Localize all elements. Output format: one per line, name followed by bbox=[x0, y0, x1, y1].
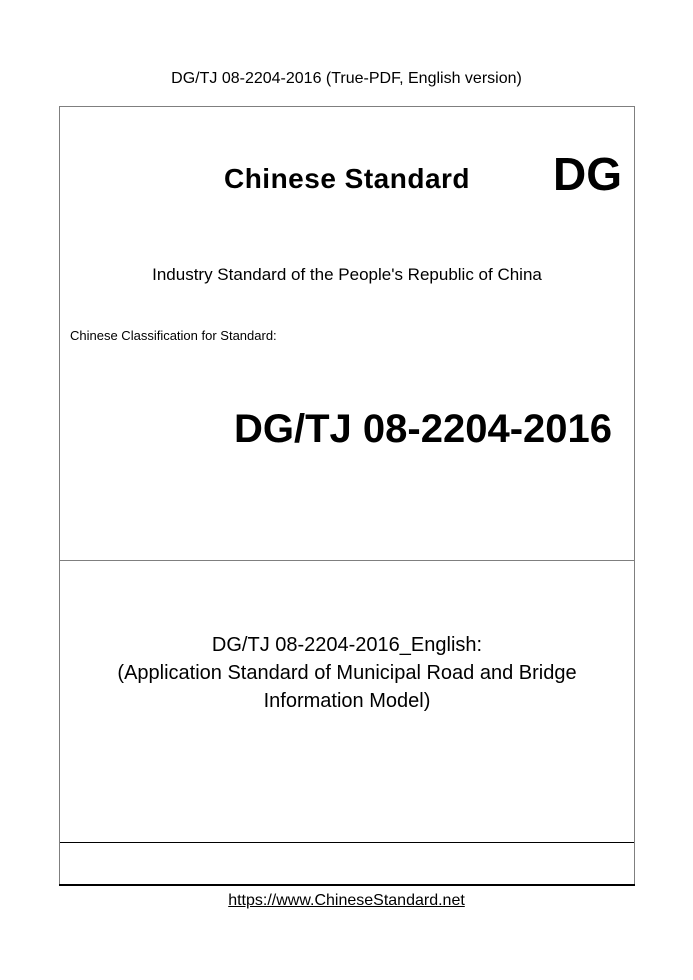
page-header: DG/TJ 08-2204-2016 (True-PDF, English version) bbox=[171, 70, 522, 87]
standard-mark: DG bbox=[553, 148, 622, 200]
cover-title: Chinese Standard bbox=[223, 163, 471, 194]
standard-description bbox=[60, 631, 634, 715]
standard-code: DG/TJ 08-2204-2016 bbox=[233, 407, 612, 451]
website-link[interactable]: https://www.ChineseStandard.net bbox=[228, 892, 465, 909]
description-line-1: DG/TJ 08-2204-2016_English: bbox=[211, 634, 483, 656]
cover-top-section bbox=[60, 107, 634, 561]
footer bbox=[0, 892, 693, 910]
cover-frame bbox=[59, 106, 635, 886]
frame-bottom-border bbox=[59, 884, 635, 886]
description-line-3: Information Model) bbox=[263, 690, 431, 712]
industry-line: Industry Standard of the People's Republic of China bbox=[152, 265, 542, 284]
classification-label: Chinese Classification for Standard: bbox=[70, 328, 277, 343]
description-line-2: (Application Standard of Municipal Road and Bridge bbox=[117, 662, 577, 684]
bottom-divider bbox=[60, 842, 634, 843]
